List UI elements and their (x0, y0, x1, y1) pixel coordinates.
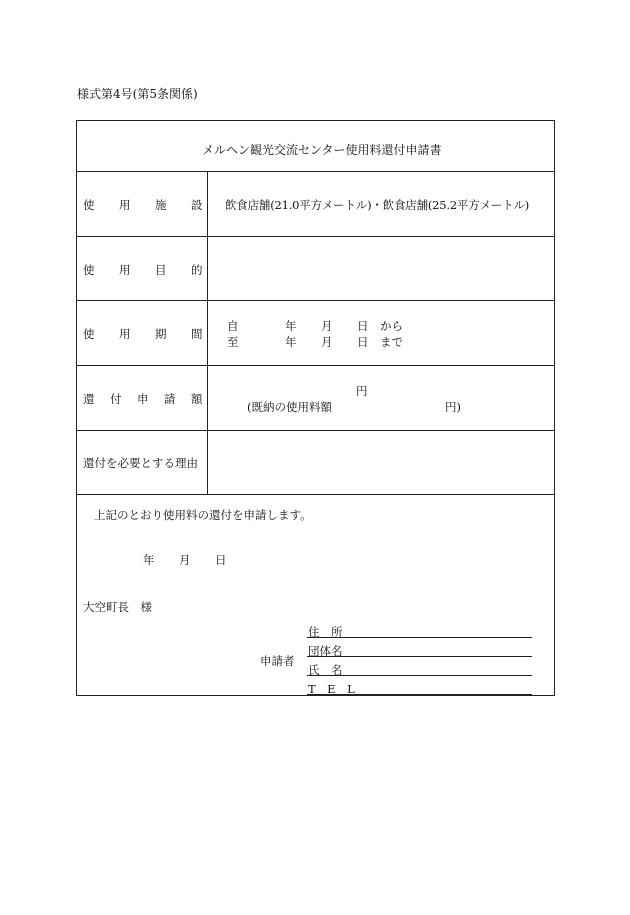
tel-underline (307, 694, 532, 695)
tel-label: T E L (308, 682, 355, 696)
label-char: 付 (110, 392, 122, 406)
address-label: 住 所 (308, 625, 343, 639)
paid-amount-prefix: (既納の使用料額 (247, 400, 332, 414)
label-char: 期 (155, 327, 167, 341)
statement-text: 上記のとおり使用料の還付を申請します。 (94, 508, 312, 522)
row-divider (77, 494, 554, 495)
addressee: 大空町長 様 (83, 600, 152, 614)
to-month: 月 (321, 335, 333, 349)
row-divider (77, 430, 554, 431)
date-year: 年 (143, 553, 155, 567)
to-suffix: まで (380, 335, 403, 349)
date-day: 日 (215, 553, 227, 567)
form-number: 様式第4号(第5条関係) (77, 87, 198, 101)
label-char: 使 (83, 327, 95, 341)
reason-value-field[interactable] (217, 439, 547, 485)
label-char: 設 (191, 198, 203, 212)
date-month: 月 (179, 553, 191, 567)
purpose-value-field[interactable] (217, 246, 547, 290)
form-table (76, 120, 555, 696)
from-month: 月 (321, 319, 333, 333)
to-year: 年 (285, 335, 297, 349)
from-day: 日 (357, 319, 369, 333)
label-char: 申 (137, 392, 149, 406)
label-char: 額 (191, 392, 203, 406)
to-day: 日 (357, 335, 369, 349)
from-suffix: から (380, 319, 403, 333)
refund-yen: 円 (356, 384, 368, 398)
column-divider (207, 171, 208, 494)
label-char: 的 (191, 263, 203, 277)
label-char: 使 (83, 263, 95, 277)
from-year: 年 (285, 319, 297, 333)
organization-underline (307, 656, 532, 657)
name-label: 氏 名 (308, 663, 343, 677)
label-char: 還 (83, 392, 95, 406)
label-char: 請 (164, 392, 176, 406)
label-char: 間 (191, 327, 203, 341)
name-underline (307, 675, 532, 676)
organization-label: 団体名 (308, 644, 343, 658)
applicant-label: 申請者 (260, 654, 295, 668)
row-divider (77, 171, 554, 172)
address-underline (307, 637, 532, 638)
label-char: 目 (155, 263, 167, 277)
reason-label: 還付を必要とする理由 (83, 456, 198, 470)
label-char: 使 (83, 198, 95, 212)
label-char: 施 (155, 198, 167, 212)
label-char: 用 (119, 198, 131, 212)
row-divider (77, 365, 554, 366)
from-label: 自 (227, 319, 239, 333)
to-label: 至 (227, 335, 239, 349)
paid-amount-suffix: 円) (445, 400, 461, 414)
label-char: 用 (119, 327, 131, 341)
form-title: メルヘン観光交流センター使用料還付申請書 (202, 143, 442, 157)
label-char: 用 (119, 263, 131, 277)
row-divider (77, 300, 554, 301)
facility-value: 飲食店舗(21.0平方メートル)・飲食店舗(25.2平方メートル) (225, 198, 530, 212)
row-divider (77, 236, 554, 237)
